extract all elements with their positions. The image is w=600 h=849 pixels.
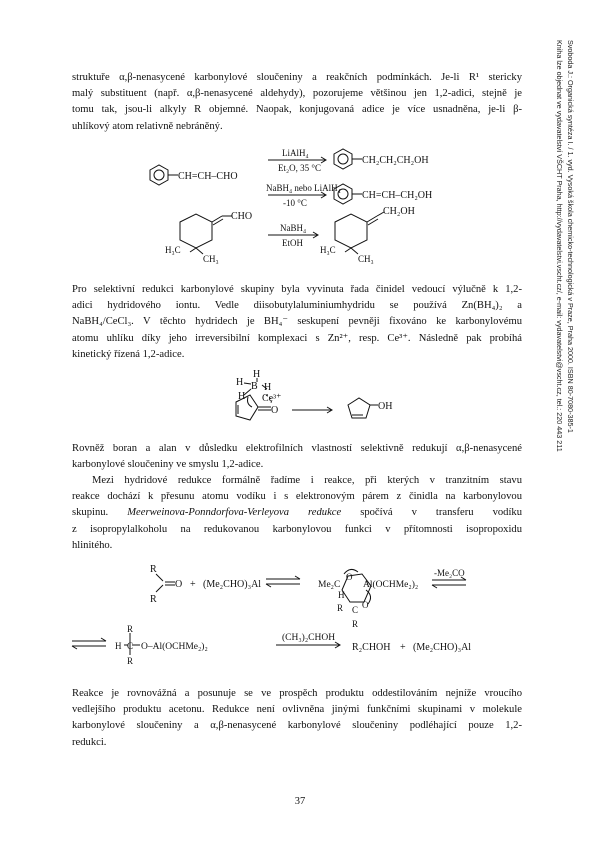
product-chain: CH=CH–CH₂OH: [362, 190, 433, 201]
text-line: reakce dochází k přesunu atomu vodíku i s elektronovým párem z činidla na karbonylovou: [72, 491, 522, 503]
product-chain: CH₂CH₂CH₂OH: [362, 155, 429, 166]
text-line: kinetický řízená 1,2-adice.: [72, 348, 185, 360]
reagent-label: NaBH₄: [280, 223, 307, 233]
text-run: skupinu.: [72, 507, 109, 519]
r-group: R: [337, 603, 344, 613]
methyl-label: CH₃: [203, 254, 219, 264]
reagent-formula: Me₂C: [318, 580, 341, 590]
methyl-label: CH₃: [358, 254, 374, 264]
paragraph-2: [72, 282, 522, 363]
text-line: hlinitého.: [72, 539, 113, 551]
hydrogen-atom: H: [236, 377, 244, 388]
citation-line: Kniha lze objednat ve vydavatelství VŠCHT Praha, http://vydavatelstvi.vscht.cz/, e-mail: vydavatelstvi@vscht.cz, tel.: 220 443 211: [555, 40, 564, 452]
paragraph-4: [72, 473, 522, 554]
citation-line: Svoboda J.: Organická syntéza I. / 1. vyd. Vysoká škola chemicko-technologická v Praze, Praha 2000. ISBN 80-7080-385-1: [566, 40, 575, 433]
cyclohexane-ring: [180, 214, 212, 248]
cyclohexane-ring: [335, 214, 367, 248]
benzene-ring: [334, 184, 352, 204]
cyclopentene-ring: [236, 395, 258, 420]
page-number: 37: [294, 796, 306, 807]
text-line: karbonylové sloučeniny a α,β-nenasycené karbonylové sloučeniny podléhající pouze 1,2-: [72, 720, 522, 732]
aldehyde-group: CHO: [231, 211, 253, 222]
hydrogen-atom: H: [115, 641, 122, 651]
hydroxyl-group: OH: [378, 401, 393, 412]
text-line: redukci.: [72, 736, 107, 748]
r-group: R: [127, 624, 134, 634]
reagent-label: NaBH₄ nebo LiAlH₄: [266, 183, 341, 193]
named-reaction: Meerweinova-Ponndorfova-Verleyova redukce: [127, 507, 342, 519]
oxygen-atom: O: [346, 572, 353, 582]
text-line: Reakce je rovnovážná a posunuje se ve prospěch produktu oddestilováním nejníže vroucího: [72, 688, 522, 699]
text-line: [72, 505, 522, 521]
citation-sidebar: [548, 40, 588, 640]
cyclopentene-ring: [348, 398, 370, 418]
aluminium-group: Al(OCHMe₂)₂: [363, 580, 419, 590]
text-line: NaBH₄/CeCl₃. V těchto hydridech je BH₄⁻ seskupení pevněji fixováno ke karbonylovému: [72, 316, 522, 328]
condition-label: Et₂O, 35 °C: [278, 163, 321, 173]
hydrogen-atom: H: [238, 391, 246, 402]
r-group: R: [150, 594, 157, 605]
condition-label: EtOH: [282, 238, 303, 248]
plus-sign: +: [400, 642, 406, 653]
hydrogen-atom: H: [264, 382, 272, 393]
product-formula: (Me₂CHO)₃Al: [413, 642, 472, 653]
r-group: R: [150, 564, 157, 575]
transition-state-ring: [342, 574, 371, 602]
condition-label: -10 °C: [283, 198, 307, 208]
text-line: uhlíkový atom relativně nebráněný.: [72, 120, 223, 132]
alcohol-group: CH₂OH: [383, 206, 415, 217]
text-line: Pro selektivní redukci karbonylové skupiny byla vyvinuta řada činidel vedoucí výlučně k 1,2-: [72, 284, 522, 295]
reagent-label: LiAlH₄: [282, 148, 309, 158]
r-group: R: [127, 656, 134, 666]
methyl-label: H₃C: [165, 245, 181, 255]
product-formula: R₂CHOH: [352, 642, 391, 653]
oxygen-atom: O: [175, 579, 183, 590]
r-group: R: [352, 619, 359, 629]
text-line: adici hydridového iontu. Vedle diisobutylaluminiumhydridu se používá Zn(BH₄)₂ a: [72, 300, 522, 312]
oxygen-atom: O: [362, 600, 369, 610]
text-line: Mezi hydridové redukce formálně řadíme i reakce, při kterých v tranzitním stavu: [92, 475, 522, 486]
hydrogen-atom: H: [338, 590, 345, 600]
eliminated-acetone: -Me₂CO: [434, 568, 465, 578]
text-line: atomu uhlíku díky jeho irreversibilní komplexaci s Zn²⁺, resp. Ce³⁺. Následně pak probíhá: [72, 332, 522, 344]
plus-sign: +: [190, 579, 196, 590]
text-line: tomu tak, jsou-li alkyly R objemné. Naopak, konjugovaná adice je více usnadněna, je-li β-: [72, 104, 522, 116]
hydrogen-atom: H: [253, 369, 261, 380]
text-line: Rovněž boran a alan v důsledku elektrofilních vlastností selektivně redukují α,β-nenasycené: [72, 443, 522, 454]
paragraph-3: [72, 441, 522, 473]
benzene-ring: [150, 165, 168, 185]
paragraph-1: [72, 70, 522, 135]
text-run: spočívá v transferu vodíku: [360, 507, 523, 519]
carbon-atom: C: [127, 641, 134, 651]
reagent-formula: (Me₂CHO)₃Al: [203, 579, 262, 590]
cerium-ion: Ce³⁺: [262, 393, 282, 404]
paragraph-5: [72, 686, 522, 751]
oxygen-atom: O: [271, 405, 279, 416]
reagent-formula: (CH₃)₂CHOH: [282, 633, 336, 643]
boron-atom: B: [251, 381, 258, 392]
text-line: vedlejšího produktu acetonu. Redukce není ovlivněna jinými funkčními skupinami v molekule: [72, 704, 522, 716]
text-line: malý substituent (např. α,β-nenasycené aldehydy), pozorujeme většinou jen 1,2-adici, stejně je: [72, 88, 522, 100]
citation-text: [554, 40, 576, 452]
benzene-ring: [334, 149, 352, 169]
reactant-chain: CH=CH–CHO: [178, 171, 238, 182]
carbon-atom: C: [352, 605, 359, 615]
aluminium-group: O–Al(OCHMe₂)₂: [141, 642, 208, 652]
text-line: z isopropylalkoholu na redukovanou karbonylovou funkci v přítomnosti isopropoxidu: [72, 523, 522, 535]
text-line: karbonylové sloučeniny ve smyslu 1,2-adice.: [72, 459, 264, 471]
methyl-label: H₃C: [320, 245, 336, 255]
text-line: struktuře α,β-nenasycené karbonylové sloučeniny a reakčních podmínkách. Je-li R¹ stericky: [72, 72, 522, 83]
